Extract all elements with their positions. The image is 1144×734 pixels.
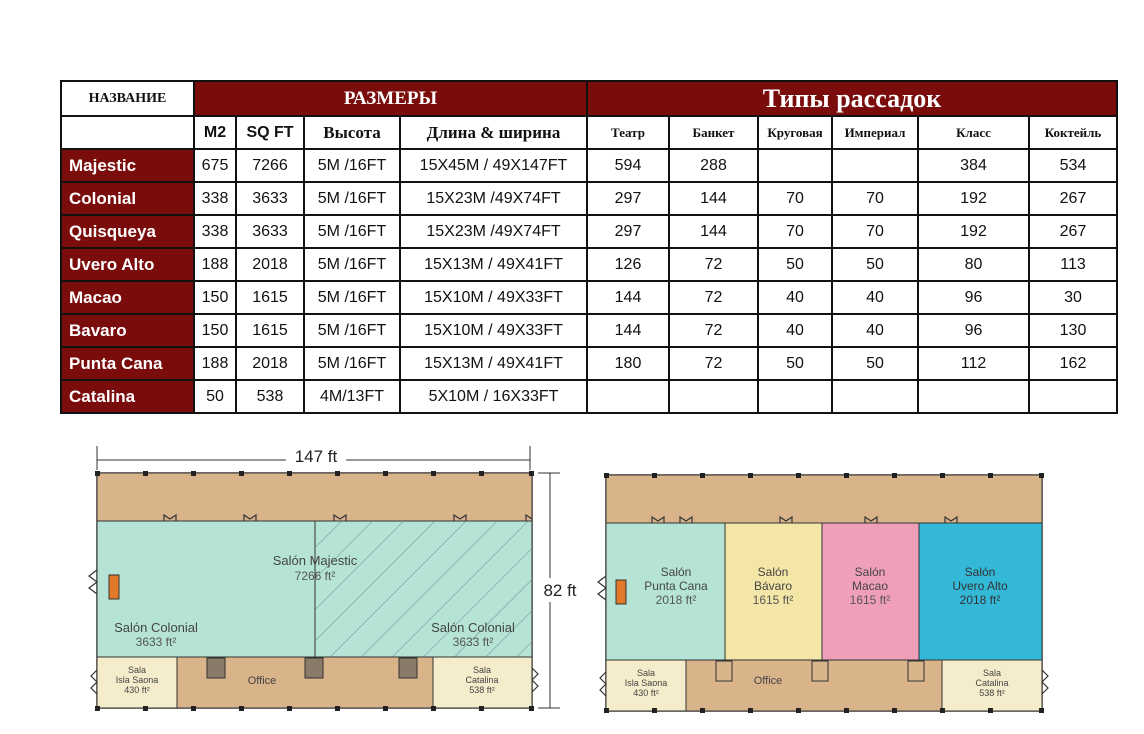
table-cell: 5M /16FT <box>304 281 400 314</box>
table-cell: 180 <box>587 347 669 380</box>
table-cell: 15X13M / 49X41FT <box>400 347 587 380</box>
table-cell: 72 <box>669 347 758 380</box>
bavaro-label-2: Bávaro <box>753 579 793 593</box>
table-cell <box>1029 380 1117 413</box>
saona-label-3: 430 ft² <box>633 688 659 698</box>
colonial-left-area: 3633 ft² <box>135 635 177 649</box>
room-name: Colonial <box>61 182 194 215</box>
height-label: 82 ft <box>543 581 577 600</box>
table-cell: 7266 <box>236 149 304 182</box>
catalina-label-2: Catalina <box>465 675 499 685</box>
saona-label-1: Sala <box>636 668 656 678</box>
table-cell: 70 <box>758 215 832 248</box>
table-cell <box>587 380 669 413</box>
colonial-right-title: Salón Colonial <box>431 620 515 635</box>
punta-label-1: Salón <box>660 565 692 579</box>
stairs-icon <box>399 658 417 678</box>
bavaro-label-1: Salón <box>757 565 789 579</box>
stairs-icon <box>207 658 225 678</box>
punta-label-3: 2018 ft² <box>655 593 697 607</box>
hatch-overlay <box>315 521 532 657</box>
table-cell: 4M/13FT <box>304 380 400 413</box>
uvero-label-2: Uvero Alto <box>952 579 1008 593</box>
table-cell: 5M /16FT <box>304 347 400 380</box>
saona-label-2: Isla Saona <box>115 675 159 685</box>
table-cell: 5M /16FT <box>304 149 400 182</box>
table-row <box>61 347 1117 380</box>
table-row <box>61 182 1117 215</box>
saona-label-2: Isla Saona <box>624 678 668 688</box>
table-cell: 80 <box>918 248 1029 281</box>
table-cell: 534 <box>1029 149 1117 182</box>
table-cell: 162 <box>1029 347 1117 380</box>
stairs-icon <box>812 661 828 681</box>
room-name: Bavaro <box>61 314 194 347</box>
stairs-icon <box>716 661 732 681</box>
punta-label-2: Punta Cana <box>644 579 708 593</box>
col-header-class: Класс <box>918 116 1029 149</box>
catalina-label-3: 538 ft² <box>469 685 495 695</box>
col-header-round: Круговая <box>758 116 832 149</box>
table-cell: 144 <box>587 281 669 314</box>
table-cell: 5M /16FT <box>304 248 400 281</box>
col-header-sqft: SQ FT <box>236 116 304 149</box>
table-cell: 150 <box>194 314 236 347</box>
table-cell: 40 <box>758 281 832 314</box>
saona-label-1: Sala <box>127 665 147 675</box>
table-row <box>61 281 1117 314</box>
saona-label-3: 430 ft² <box>124 685 150 695</box>
table-cell: 384 <box>918 149 1029 182</box>
floor-plan-right <box>598 473 1048 713</box>
table-cell: 70 <box>832 215 918 248</box>
table-cell <box>758 149 832 182</box>
table-cell <box>832 149 918 182</box>
table-cell: 150 <box>194 281 236 314</box>
rooms-table <box>60 80 1118 414</box>
table-cell: 675 <box>194 149 236 182</box>
table-cell: 72 <box>669 248 758 281</box>
table-cell: 538 <box>236 380 304 413</box>
stairs-icon <box>908 661 924 681</box>
table-cell: 2018 <box>236 347 304 380</box>
table-cell: 30 <box>1029 281 1117 314</box>
office-label: Office <box>247 675 277 687</box>
table-row <box>61 380 1117 413</box>
table-cell: 192 <box>918 215 1029 248</box>
room-name: Catalina <box>61 380 194 413</box>
col-header-cocktail: Коктейль <box>1029 116 1117 149</box>
width-label: 147 ft <box>294 447 338 466</box>
name-header: НАЗВАНИЕ <box>61 81 194 116</box>
colonial-right-area: 3633 ft² <box>452 635 494 649</box>
table-cell: 297 <box>587 182 669 215</box>
macao-label-1: Salón <box>854 565 886 579</box>
majestic-title: Salón Majestic <box>272 553 358 568</box>
table-row <box>61 248 1117 281</box>
room-name: Quisqueya <box>61 215 194 248</box>
table-row <box>61 215 1117 248</box>
table-row <box>61 314 1117 347</box>
table-cell: 15X23M /49X74FT <box>400 215 587 248</box>
table-cell: 40 <box>832 314 918 347</box>
elevator-icon <box>616 580 626 604</box>
uvero-label-3: 2018 ft² <box>959 593 1001 607</box>
elevator-icon <box>109 575 119 599</box>
col-header-length-width: Длина & ширина <box>400 116 587 149</box>
col-header-banquet: Банкет <box>669 116 758 149</box>
floor-plan-left <box>89 446 580 711</box>
table-cell: 144 <box>587 314 669 347</box>
table-cell: 96 <box>918 281 1029 314</box>
table-cell: 72 <box>669 281 758 314</box>
table-cell: 297 <box>587 215 669 248</box>
room-name: Macao <box>61 281 194 314</box>
table-cell <box>669 380 758 413</box>
table-cell: 112 <box>918 347 1029 380</box>
table-cell: 40 <box>832 281 918 314</box>
table-cell: 188 <box>194 347 236 380</box>
stairs-icon <box>305 658 323 678</box>
salon-colonial-left <box>97 521 315 657</box>
table-cell: 15X45M / 49X147FT <box>400 149 587 182</box>
table-cell: 338 <box>194 215 236 248</box>
table-cell: 3633 <box>236 182 304 215</box>
majestic-area: 7266 ft² <box>294 569 336 583</box>
catalina-label-3: 538 ft² <box>979 688 1005 698</box>
table-cell: 192 <box>918 182 1029 215</box>
table-cell: 267 <box>1029 215 1117 248</box>
table-cell: 2018 <box>236 248 304 281</box>
table-cell: 50 <box>832 347 918 380</box>
foyer-corridor <box>97 473 532 521</box>
table-cell: 70 <box>758 182 832 215</box>
table-cell: 40 <box>758 314 832 347</box>
floor-plans <box>80 440 1080 725</box>
table-row <box>61 149 1117 182</box>
col-header-imperial: Империал <box>832 116 918 149</box>
table-cell: 144 <box>669 215 758 248</box>
table-cell: 50 <box>832 248 918 281</box>
dimensions-header: РАЗМЕРЫ <box>194 81 587 116</box>
table-cell <box>918 380 1029 413</box>
table-cell: 15X23M /49X74FT <box>400 182 587 215</box>
macao-label-2: Macao <box>851 579 889 593</box>
seating-header: Типы рассадок <box>587 81 1117 116</box>
colonial-left-title: Salón Colonial <box>114 620 198 635</box>
table-cell: 188 <box>194 248 236 281</box>
catalina-label-1: Sala <box>472 665 492 675</box>
table-cell: 50 <box>194 380 236 413</box>
col-header-m2: M2 <box>194 116 236 149</box>
table-cell: 130 <box>1029 314 1117 347</box>
room-name: Punta Cana <box>61 347 194 380</box>
table-cell: 338 <box>194 182 236 215</box>
blank-subheader <box>61 116 194 149</box>
bavaro-label-3: 1615 ft² <box>752 593 794 607</box>
table-cell: 126 <box>587 248 669 281</box>
table-cell: 50 <box>758 248 832 281</box>
table-cell: 1615 <box>236 281 304 314</box>
table-cell: 594 <box>587 149 669 182</box>
table-cell: 15X10M / 49X33FT <box>400 281 587 314</box>
table-cell: 96 <box>918 314 1029 347</box>
room-name: Majestic <box>61 149 194 182</box>
table-cell: 267 <box>1029 182 1117 215</box>
table-cell <box>832 380 918 413</box>
table-cell: 144 <box>669 182 758 215</box>
macao-label-3: 1615 ft² <box>849 593 891 607</box>
table-cell: 288 <box>669 149 758 182</box>
table-cell: 15X13M / 49X41FT <box>400 248 587 281</box>
table-cell: 5X10M / 16X33FT <box>400 380 587 413</box>
col-header-height: Высота <box>304 116 400 149</box>
table-cell: 15X10M / 49X33FT <box>400 314 587 347</box>
col-header-theater: Театр <box>587 116 669 149</box>
table-cell: 5M /16FT <box>304 215 400 248</box>
uvero-label-1: Salón <box>964 565 996 579</box>
table-cell <box>758 380 832 413</box>
table-cell: 113 <box>1029 248 1117 281</box>
room-name: Uvero Alto <box>61 248 194 281</box>
table-cell: 5M /16FT <box>304 314 400 347</box>
table-cell: 70 <box>832 182 918 215</box>
table-cell: 5M /16FT <box>304 182 400 215</box>
table-cell: 72 <box>669 314 758 347</box>
foyer-corridor <box>606 475 1042 523</box>
catalina-label-2: Catalina <box>975 678 1009 688</box>
table-cell: 50 <box>758 347 832 380</box>
office-label: Office <box>753 675 783 687</box>
catalina-label-1: Sala <box>982 668 1002 678</box>
table-cell: 3633 <box>236 215 304 248</box>
table-cell: 1615 <box>236 314 304 347</box>
